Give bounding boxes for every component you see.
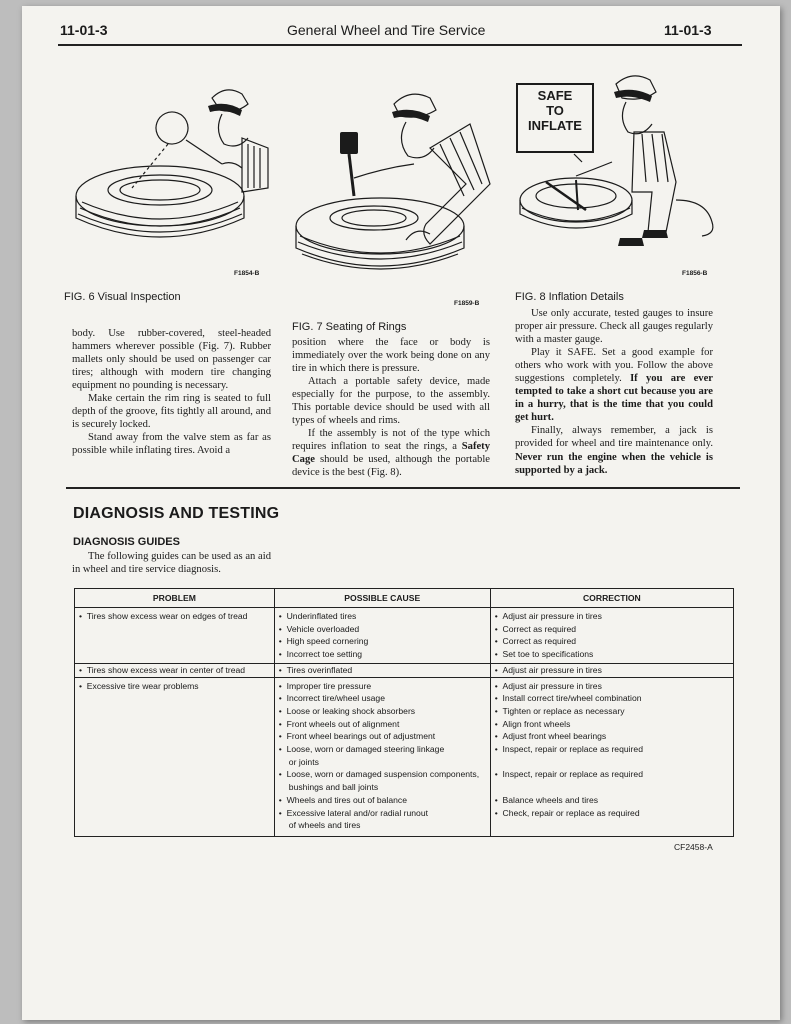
cause-continuation: or joints bbox=[288, 756, 319, 767]
diagnosis-table bbox=[74, 588, 734, 837]
col2-p3-end: should be used, although the portable device is the best (Fig. 8). bbox=[292, 454, 490, 479]
cause-item: • Loose, worn or damaged suspension components, bbox=[279, 768, 486, 781]
sign-line-2: TO bbox=[546, 103, 564, 118]
col3-p2-warning: If you are ever tempted to take a short cut because you are in a hurry, that is the time that you could get hurt. bbox=[515, 373, 713, 424]
column-2-text bbox=[292, 336, 490, 480]
cause-item: • Wheels and tires out of balance bbox=[279, 794, 486, 807]
section-title: DIAGNOSIS AND TESTING bbox=[73, 505, 280, 522]
cause-item: • Tires overinflated bbox=[279, 664, 486, 677]
col2-p3-start: If the assembly is not of the type which requires inflation to seat the rings, a bbox=[292, 428, 490, 453]
correction-item: • Adjust air pressure in tires bbox=[495, 680, 729, 693]
correction-item: • Adjust air pressure in tires bbox=[495, 610, 729, 623]
cause-item: • Loose or leaking shock absorbers bbox=[279, 705, 486, 718]
problem-cell: • Excessive tire wear problems bbox=[79, 680, 270, 693]
fig8-caption: FIG. 8 Inflation Details bbox=[515, 291, 624, 303]
correction-item: • Correct as required bbox=[495, 635, 729, 648]
header-correction: CORRECTION bbox=[490, 589, 733, 608]
fig6-caption: FIG. 6 Visual Inspection bbox=[64, 291, 181, 303]
problem-cell: • Tires show excess wear on edges of tread bbox=[79, 610, 270, 623]
safety-cage-term: Safety Cage bbox=[292, 441, 490, 466]
sign-line-3: INFLATE bbox=[528, 118, 582, 133]
cause-continuation: bushings and ball joints bbox=[288, 782, 379, 793]
correction-item: • Correct as required bbox=[495, 623, 729, 636]
correction-item: • Balance wheels and tires bbox=[495, 794, 729, 807]
fig6-code: F1854-B bbox=[234, 270, 260, 277]
fig8-code: F1856-B bbox=[682, 270, 708, 277]
seating-rings-illustration bbox=[294, 78, 494, 278]
col3-paragraph-1: Use only accurate, tested gauges to insure proper air pressure. Check all gauges regularly with a master gauge. bbox=[515, 308, 713, 346]
col3-p2-start: Play it SAFE. Set a good example for others who work with you. Follow the above suggestions completely. bbox=[515, 347, 713, 385]
table-row bbox=[75, 677, 734, 836]
correction-item: • Tighten or replace as necessary bbox=[495, 705, 729, 718]
correction-item: • Set toe to specifications bbox=[495, 648, 729, 661]
col2-paragraph-2: Attach a portable safety device, made especially for the purpose, to the assembly. This portable device should be used with all types of wheels and rims. bbox=[292, 376, 490, 427]
correction-item: • Inspect, repair or replace as required bbox=[495, 768, 729, 781]
correction-item: • Adjust air pressure in tires bbox=[495, 664, 729, 677]
table-row bbox=[75, 663, 734, 677]
spacer bbox=[495, 781, 729, 794]
cause-item: • Incorrect toe setting bbox=[279, 648, 486, 661]
correction-item: • Align front wheels bbox=[495, 718, 729, 731]
header-problem: PROBLEM bbox=[75, 589, 275, 608]
col3-paragraph-3 bbox=[515, 424, 713, 476]
col3-p3-start: Finally, always remember, a jack is provided for wheel and tire maintenance only. bbox=[515, 425, 713, 450]
cause-item: • Front wheels out of alignment bbox=[279, 718, 486, 731]
correction-item: • Adjust front wheel bearings bbox=[495, 730, 729, 743]
section-intro-text: The following guides can be used as an aid in wheel and tire service diagnosis. bbox=[72, 551, 271, 576]
cause-item: • Vehicle overloaded bbox=[279, 623, 486, 636]
cause-item: • Underinflated tires bbox=[279, 610, 486, 623]
cause-item: • Loose, worn or damaged steering linkage bbox=[279, 743, 486, 756]
correction-item: • Check, repair or replace as required bbox=[495, 807, 729, 820]
sign-line-1: SAFE bbox=[537, 88, 573, 103]
cause-item: • Incorrect tire/wheel usage bbox=[279, 692, 486, 705]
cause-item: • Improper tire pressure bbox=[279, 680, 486, 693]
header-possible-cause: POSSIBLE CAUSE bbox=[274, 589, 490, 608]
cause-item: • High speed cornering bbox=[279, 635, 486, 648]
spacer bbox=[495, 756, 729, 769]
manual-page bbox=[22, 6, 780, 1020]
col1-paragraph-2: Make certain the rim ring is seated to full depth of the groove, fits tightly all around, and is securely locked. bbox=[72, 393, 271, 431]
page-number-right: 11-01-3 bbox=[664, 22, 712, 38]
visual-inspection-illustration bbox=[72, 68, 272, 258]
col1-paragraph-1: body. Use rubber-covered, steel-headed hammers wherever possible (Fig. 7). Rubber mallets only should be used on passenger car tires; although with modern tire changing equipment no pounding is necessary. bbox=[72, 328, 271, 392]
section-rule bbox=[66, 487, 740, 489]
page-number-left: 11-01-3 bbox=[60, 22, 108, 38]
running-title: General Wheel and Tire Service bbox=[287, 22, 486, 38]
column-1-text bbox=[72, 327, 271, 457]
table-row bbox=[75, 608, 734, 664]
col3-paragraph-2 bbox=[515, 346, 713, 424]
correction-item: • Inspect, repair or replace as required bbox=[495, 743, 729, 756]
section-intro bbox=[72, 550, 271, 576]
section-subtitle: DIAGNOSIS GUIDES bbox=[73, 536, 180, 548]
column-3-text bbox=[515, 307, 713, 477]
col3-p3-warning: Never run the engine when the vehicle is supported by a jack. bbox=[515, 451, 713, 476]
table-code: CF2458-A bbox=[674, 842, 713, 852]
inflation-illustration bbox=[516, 70, 716, 260]
header-rule bbox=[58, 44, 742, 46]
fig7-caption: FIG. 7 Seating of Rings bbox=[292, 321, 407, 333]
correction-item: • Install correct tire/wheel combination bbox=[495, 692, 729, 705]
col1-paragraph-3: Stand away from the valve stem as far as possible while inflating tires. Avoid a bbox=[72, 432, 271, 457]
cause-item: • Excessive lateral and/or radial runout bbox=[279, 807, 486, 820]
col2-paragraph-1: position where the face or body is immediately over the work being done on any tire in which there is pressure. bbox=[292, 337, 490, 375]
table-header-row bbox=[75, 589, 734, 608]
col2-paragraph-3 bbox=[292, 427, 490, 479]
cause-continuation: of wheels and tires bbox=[288, 820, 361, 831]
problem-cell: • Tires show excess wear in center of tread bbox=[79, 664, 270, 677]
cause-item: • Front wheel bearings out of adjustment bbox=[279, 730, 486, 743]
fig7-code: F1859-B bbox=[454, 300, 480, 307]
